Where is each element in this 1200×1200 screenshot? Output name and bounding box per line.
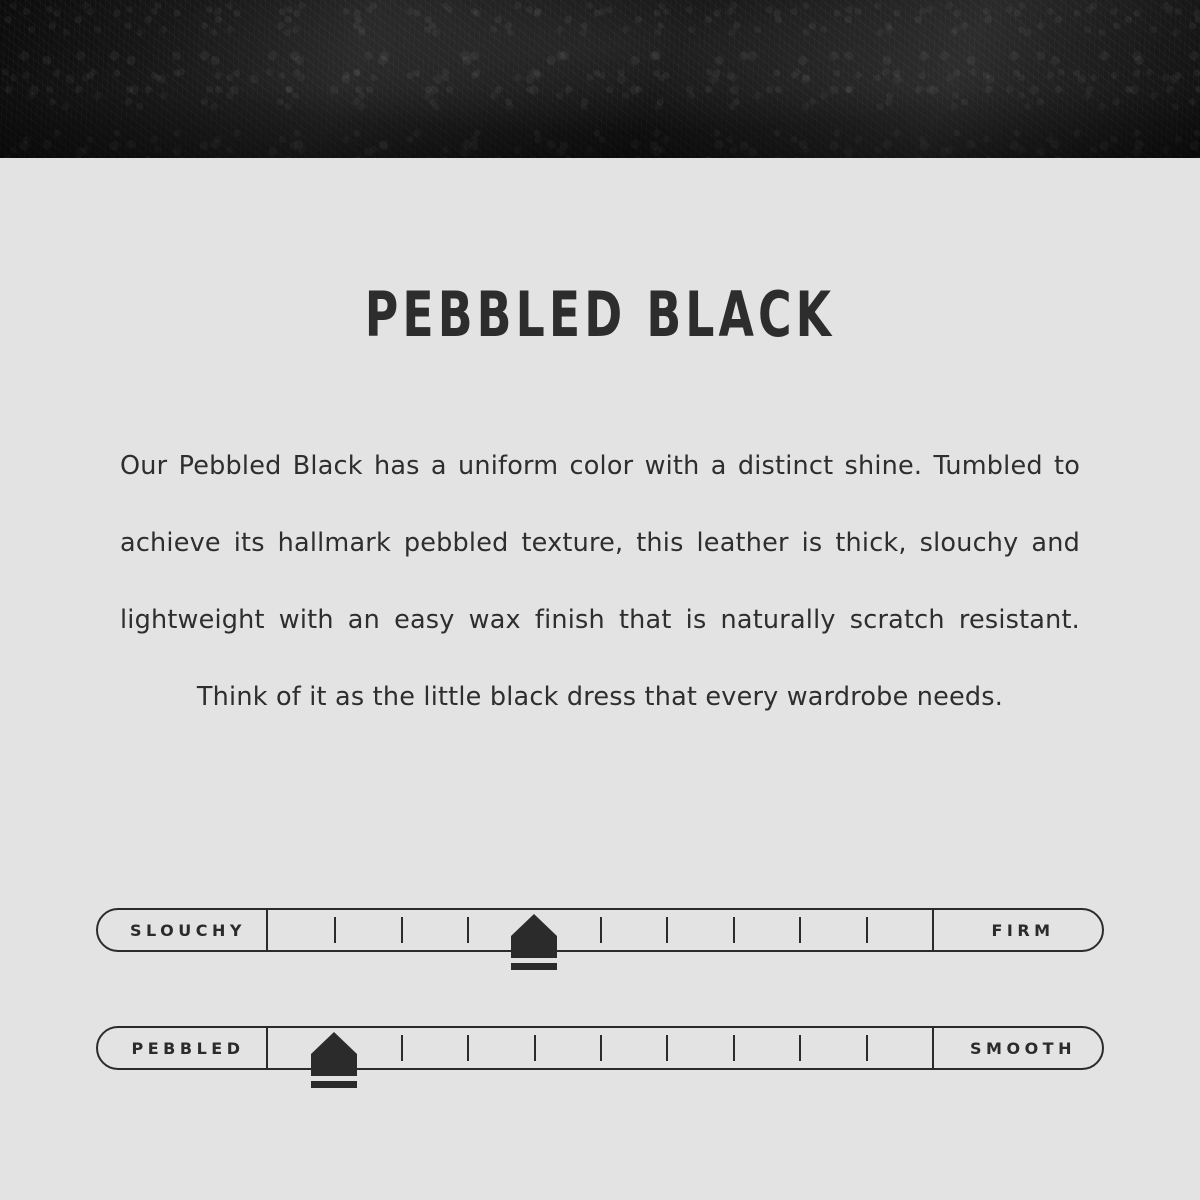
marker-pin-icon xyxy=(311,1032,357,1054)
scale-tick xyxy=(600,917,602,943)
leather-vignette-overlay xyxy=(0,0,1200,158)
texture-scale-right-label: SMOOTH xyxy=(932,1026,1104,1070)
description-paragraph xyxy=(120,428,1080,736)
texture-scale xyxy=(96,1026,1104,1070)
marker-bar xyxy=(311,1081,357,1088)
scale-tick xyxy=(733,917,735,943)
scale-tick xyxy=(467,917,469,943)
texture-scale-left-label: PEBBLED xyxy=(96,1026,268,1070)
marker-bar xyxy=(511,963,557,970)
marker-body xyxy=(311,1054,357,1076)
softness-scale-ticks xyxy=(268,908,932,952)
softness-scale-right-label: FIRM xyxy=(932,908,1104,952)
page-title: PEBBLED BLACK xyxy=(364,278,836,351)
description-line-4: Think of it as the little black dress that every wardrobe needs. xyxy=(196,682,1004,712)
scale-tick xyxy=(733,1035,735,1061)
leather-texture-photo xyxy=(0,0,1200,158)
scale-tick xyxy=(600,1035,602,1061)
texture-scale-marker xyxy=(311,1032,357,1088)
scale-tick xyxy=(866,917,868,943)
scale-tick xyxy=(666,1035,668,1061)
softness-scale xyxy=(96,908,1104,952)
marker-pin-icon xyxy=(511,914,557,936)
scale-tick xyxy=(334,917,336,943)
scale-tick xyxy=(666,917,668,943)
scale-tick xyxy=(401,917,403,943)
softness-scale-marker xyxy=(511,914,557,970)
texture-scale-ticks xyxy=(268,1026,932,1070)
softness-scale-left-label: SLOUCHY xyxy=(96,908,268,952)
description-line-3: lightweight with an easy wax finish that is naturally scratch resistant. xyxy=(120,605,1080,635)
scale-tick xyxy=(799,1035,801,1061)
scale-tick xyxy=(799,917,801,943)
scale-tick xyxy=(401,1035,403,1061)
scale-tick xyxy=(467,1035,469,1061)
description-line-2: achieve its hallmark pebbled texture, this leather is thick, slouchy and xyxy=(120,528,1080,558)
scale-tick xyxy=(534,1035,536,1061)
marker-body xyxy=(511,936,557,958)
description-line-1: Our Pebbled Black has a uniform color with a distinct shine. Tumbled to xyxy=(120,451,1080,481)
scale-tick xyxy=(866,1035,868,1061)
